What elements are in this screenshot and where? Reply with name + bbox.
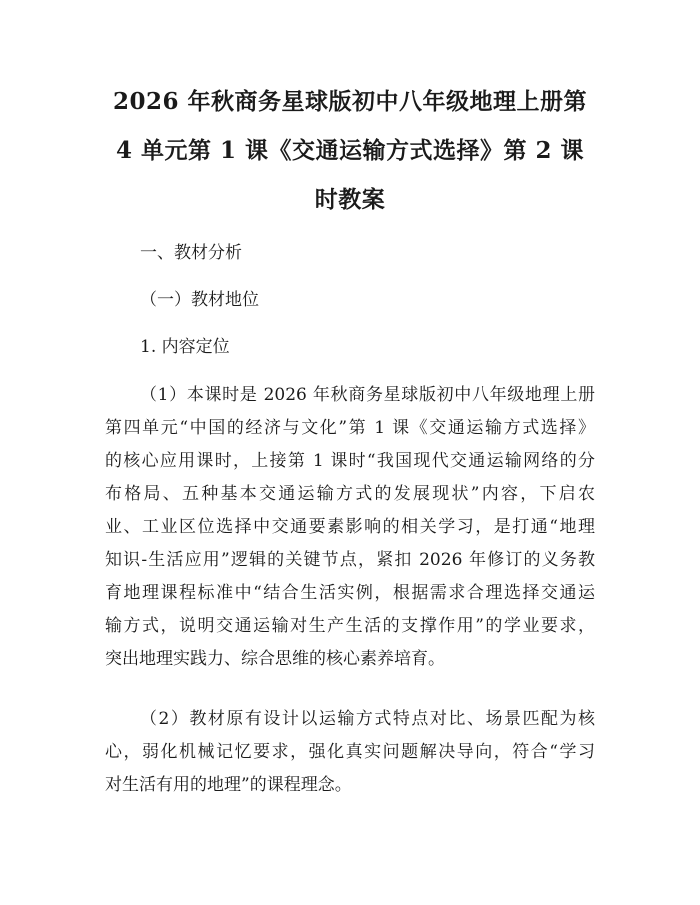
paragraph-1-line-9: 突出地理实践力、综合思维的核心素养培育。 bbox=[105, 649, 445, 669]
subsection-heading: （一）教材地位 bbox=[140, 290, 259, 310]
paragraph-1-line-3: 的核心应用课时，上接第 1 课时“我国现代交通运输网络的分 bbox=[105, 451, 595, 471]
item-heading: 1. 内容定位 bbox=[140, 337, 230, 357]
paragraph-1-line-8: 输方式，说明交通运输对生产生活的支撑作用”的学业要求， bbox=[105, 616, 595, 636]
document-title-line-3: 时教案 bbox=[314, 186, 386, 213]
paragraph-1-line-7: 育地理课程标准中“结合生活实例，根据需求合理选择交通运 bbox=[105, 583, 595, 603]
paragraph-1-line-5: 业、工业区位选择中交通要素影响的相关学习，是打通“地理 bbox=[105, 517, 595, 537]
document-title-line-2: 4 单元第 1 课《交通运输方式选择》第 2 课 bbox=[115, 137, 585, 164]
paragraph-2-line-1: （2）教材原有设计以运输方式特点对比、场景匹配为核 bbox=[140, 709, 595, 729]
document-title-line-1: 2026 年秋商务星球版初中八年级地理上册第 bbox=[112, 88, 588, 115]
paragraph-1-line-1: （1）本课时是 2026 年秋商务星球版初中八年级地理上册 bbox=[140, 385, 595, 405]
paragraph-1-line-6: 知识-生活应用”逻辑的关键节点，紧扣 2026 年修订的义务教 bbox=[105, 550, 595, 570]
paragraph-1-line-2: 第四单元“中国的经济与文化”第 1 课《交通运输方式选择》 bbox=[105, 418, 595, 438]
paragraph-1-line-4: 布格局、五种基本交通运输方式的发展现状”内容，下启农 bbox=[105, 484, 595, 504]
section-heading: 一、教材分析 bbox=[140, 243, 242, 263]
paragraph-2-line-3: 对生活有用的地理”的课程理念。 bbox=[105, 775, 352, 795]
paragraph-2-line-2: 心，弱化机械记忆要求，强化真实问题解决导向，符合“学习 bbox=[105, 742, 595, 762]
